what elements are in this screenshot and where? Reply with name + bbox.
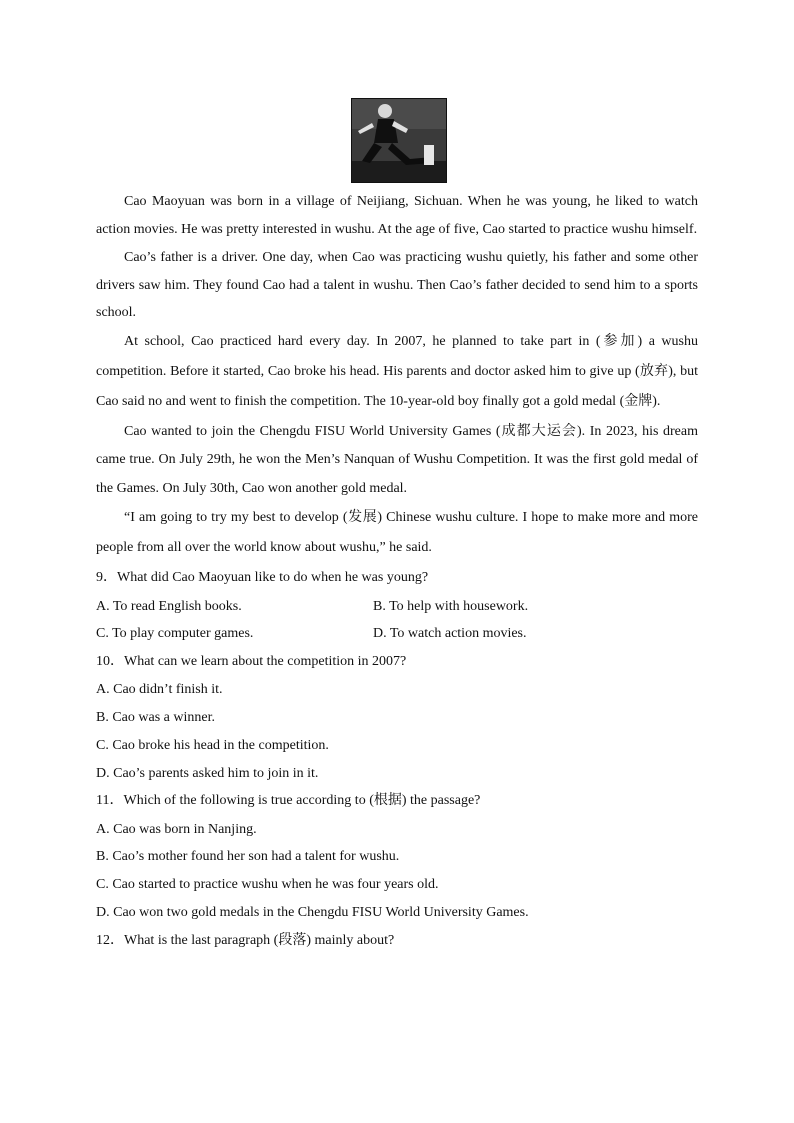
question-11-option-d: D. Cao won two gold medals in the Chengdu FISU World University Games.: [96, 904, 529, 920]
wushu-photo: [351, 98, 447, 183]
question-11-option-a: A. Cao was born in Nanjing.: [96, 821, 257, 837]
question-11-stem: 11．Which of the following is true according to (根据) the passage?: [96, 793, 481, 809]
reading-section: [96, 188, 698, 955]
passage-paragraph-3: At school, Cao practiced hard every day. In 2007, he planned to take part in (参加) a wushu competition. Before it started, Cao broke his head. His parents and doctor asked him to give up (放弃), but Cao said no and went to finish the competition. The 10-year-old boy finally got a gold medal (金牌).: [96, 333, 698, 409]
question-9-stem: 9．What did Cao Maoyuan like to do when he was young?: [96, 570, 429, 585]
question-11-option-c: C. Cao started to practice wushu when he was four years old.: [96, 877, 439, 893]
question-12-stem: 12．What is the last paragraph (段落) mainly about?: [96, 932, 395, 948]
question-9-option-c: C. To play computer games.: [96, 626, 254, 642]
passage-paragraph-2: Cao’s father is a driver. One day, when Cao was practicing wushu quietly, his father and some other drivers saw him. They found Cao had a talent in wushu. Then Cao’s father decided to send him to a sports school.: [96, 250, 698, 320]
passage-paragraph-1: Cao Maoyuan was born in a village of Neijiang, Sichuan. When he was young, he liked to watch action movies. He was pretty interested in wushu. At the age of five, Cao started to practice wushu himself.: [96, 194, 698, 237]
question-10-option-d: D. Cao’s parents asked him to join in it.: [96, 765, 319, 781]
question-9-option-b: B. To help with housework.: [373, 598, 529, 614]
question-10-option-c: C. Cao broke his head in the competition.: [96, 737, 329, 753]
question-10-option-b: B. Cao was a winner.: [96, 710, 215, 726]
question-9-option-d: D. To watch action movies.: [373, 626, 527, 642]
question-9-option-a: A. To read English books.: [96, 598, 242, 614]
passage-paragraph-5: “I am going to try my best to develop (发展) Chinese wushu culture. I hope to make more and more people from all over the world know about wushu,” he said.: [96, 510, 698, 555]
question-9-options-row-2: [96, 620, 698, 648]
question-9-options-row-1: [96, 593, 698, 621]
question-10-stem: 10．What can we learn about the competition in 2007?: [96, 653, 407, 669]
question-10-option-a: A. Cao didn’t finish it.: [96, 682, 223, 698]
questions: [96, 564, 698, 955]
question-11-option-b: B. Cao’s mother found her son had a talent for wushu.: [96, 849, 400, 865]
passage-paragraph-4: Cao wanted to join the Chengdu FISU World University Games (成都大运会). In 2023, his dream came true. On July 29th, he won the Men’s Nanquan of Wushu Competition. It was the first gold medal of the Games. On July 30th, Cao won another gold medal.: [96, 423, 698, 496]
